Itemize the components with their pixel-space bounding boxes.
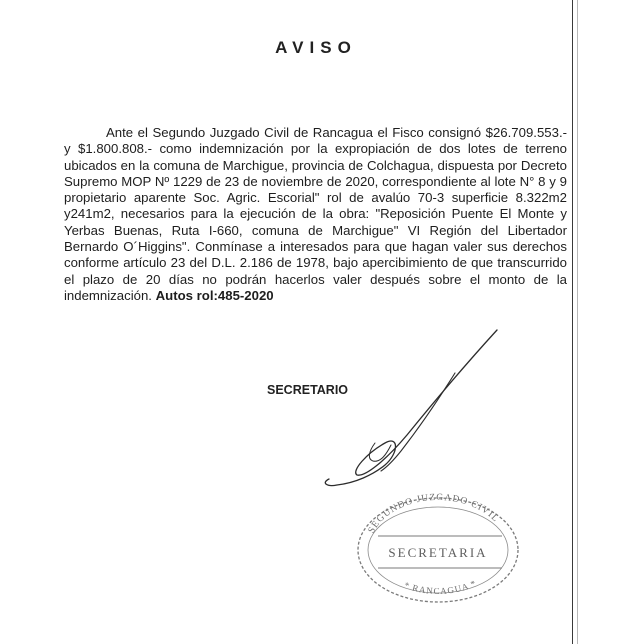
notice-body: [64, 125, 567, 304]
handwritten-signature: [315, 325, 525, 495]
court-seal-stamp: [352, 488, 522, 606]
case-number: Autos rol:485-2020: [155, 287, 274, 303]
margin-line-secondary: [577, 0, 578, 644]
margin-line: [572, 0, 573, 644]
seal-bottom-text: * RANCAGUA *: [402, 577, 479, 596]
notice-body-text: Ante el Segundo Juzgado Civil de Rancagua el Fisco consignó $26.709.553.- y $1.800.808.- como indemnización por la expropiación de dos lotes de terreno ubicados en la comuna de Marchigue, provincia de Colchagua, dispuesta por Decreto Supremo MOP Nº 1229 de 23 de noviembre de 2020, correspondiente al lote N° 8 y 9 propietario aparente Soc. Agric. Escorial" rol de avalúo 70-3 superficie 8.322m2 y241m2, necesarios para la ejecución de la obra: "Reposición Puente El Monte y Yerbas Buenas, Ruta I-660, comuna de Marchigue" VI Región del Libertador Bernardo O´Higgins". Conmínase a interesados para que hagan valer sus derechos conforme artículo 23 del D.L. 2.186 de 1978, bajo apercibimiento de que transcurrido el plazo de 20 días no podrán hacerlos valer después sobre el monto de la indemnización.: [64, 125, 567, 303]
document-title: AVISO: [275, 38, 357, 57]
signer-title: SECRETARIO: [267, 383, 349, 397]
seal-top-text: SEGUNDO JUZGADO CIVIL: [366, 492, 501, 536]
seal-center-text: SECRETARIA: [388, 545, 488, 560]
